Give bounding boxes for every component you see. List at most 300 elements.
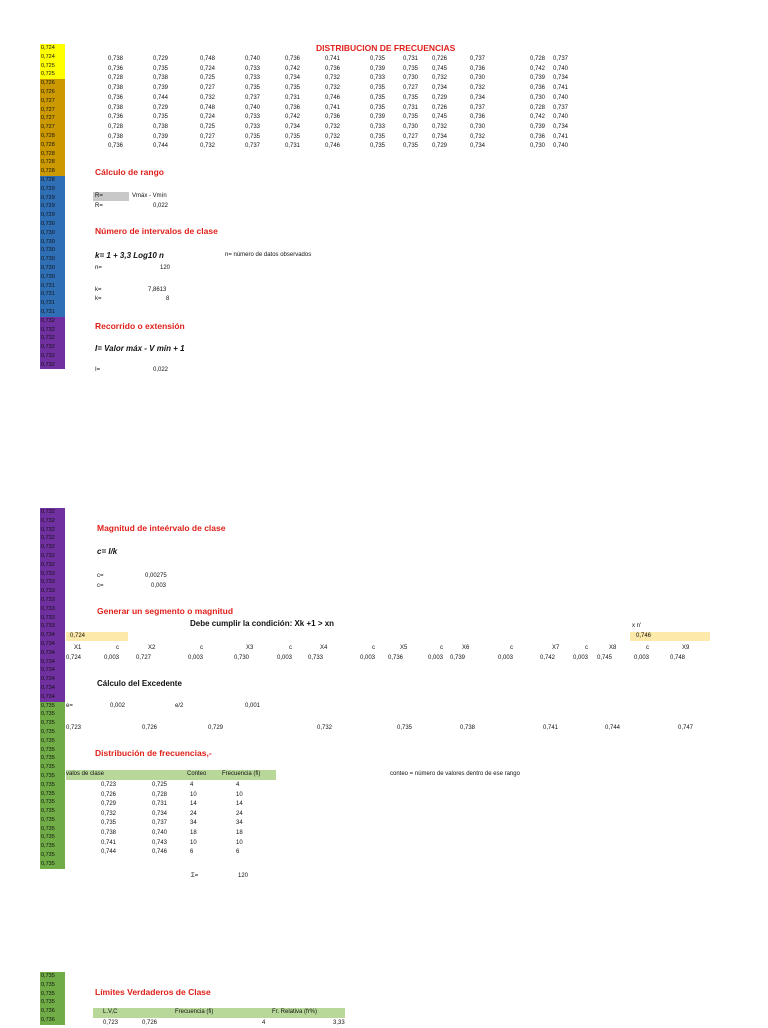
data-cell: 0,741 [553,133,569,140]
segment-value: 0,003 [634,655,650,661]
left-value-cell: 0,732 [40,343,65,352]
left-value-cell: 0,730 [40,238,65,247]
e-label: e= [66,703,73,709]
data-cell: 0,739 [530,75,546,82]
left-value-cell: 0,732 [40,561,65,570]
xn-label: x n' [632,623,642,629]
dist-cell: 0,744 [101,849,117,856]
data-cell: 0,739 [153,85,169,92]
data-cell: 0,732 [325,75,341,82]
segment-value: 0,748 [670,655,686,661]
data-cell: 0,737 [553,104,569,111]
data-cell: 0,733 [245,123,261,130]
data-cell: 0,736 [285,104,301,111]
left-value-cell: 0,734 [40,693,65,702]
data-cell: 0,742 [285,114,301,121]
data-cell: 0,742 [530,65,546,72]
left-value-cell: 0,735 [40,772,65,781]
data-cell: 0,748 [200,104,216,111]
left-value-cell: 0,734 [40,666,65,675]
segment-value: 0,736 [388,655,404,661]
data-cell: 0,744 [153,143,169,150]
left-value-cell: 0,726 [40,79,65,88]
left-value-cell: 0,732 [40,361,65,370]
c-label-2: c= [97,583,104,589]
rango-label-2: R= [95,203,103,209]
sum-value: 120 [238,873,249,879]
data-cell: 0,729 [432,143,448,150]
segment-header: c [646,645,649,651]
segment-value: 0,003 [188,655,204,661]
data-cell: 0,738 [108,56,124,62]
page-title: DISTRIBUCION DE FRECUENCIAS [316,43,456,53]
segment-value: 0,003 [360,655,376,661]
data-cell: 0,729 [432,94,448,101]
left-value-cell: 0,735 [40,790,65,799]
left-value-cell: 0,733 [40,622,65,631]
dist-cell: 0,723 [101,782,117,788]
data-cell: 0,734 [285,75,301,82]
dist-cell: 34 [236,820,243,827]
dist-cell: 0,741 [101,839,117,846]
data-cell: 0,736 [470,114,486,121]
dist-cell: 10 [236,839,243,846]
left-value-cell: 0,728 [40,176,65,185]
left-value-cell: 0,732 [40,352,65,361]
dist-cell: 0,746 [152,849,168,856]
data-cell: 0,735 [153,114,169,121]
data-cell: 0,740 [553,114,569,121]
data-cell: 0,734 [470,94,486,101]
data-cell: 0,734 [432,85,448,92]
left-value-cell: 0,730 [40,273,65,282]
limit-value: 0,732 [317,725,333,731]
data-cell: 0,733 [370,123,386,130]
left-value-cell: 0,732 [40,508,65,517]
data-cell: 0,732 [325,133,341,140]
data-cell: 0,739 [153,133,169,140]
left-value-cell: 0,727 [40,114,65,123]
dist-cell: 0,728 [152,791,168,798]
data-cell: 0,738 [108,85,124,92]
dist-header-1: valos de clase [66,771,105,777]
data-cell: 0,736 [530,85,546,92]
data-cell: 0,740 [553,65,569,72]
data-cell: 0,725 [200,75,216,82]
data-cell: 0,736 [108,94,124,101]
segment-value: 0,730 [234,655,250,661]
left-value-cell: 0,728 [40,167,65,176]
data-cell: 0,728 [108,75,124,82]
data-cell: 0,727 [403,133,419,140]
left-value-cell: 0,729 [40,211,65,220]
data-cell: 0,735 [245,133,261,140]
data-cell: 0,735 [370,56,386,62]
data-cell: 0,737 [470,56,486,62]
segment-value: 0,733 [308,655,324,661]
magnitud-heading: Magnitud de inteérvalo de clase [97,523,226,533]
data-cell: 0,730 [470,75,486,82]
n-label: n= [95,265,102,271]
segment-header: X3 [246,645,254,651]
data-cell: 0,748 [200,56,216,62]
limites-cell: 0,726 [142,1020,158,1026]
data-cell: 0,737 [553,56,569,62]
data-cell: 0,739 [530,123,546,130]
segment-header: c [289,645,292,651]
left-value-cell: 0,735 [40,998,65,1007]
dist-cell: 0,726 [101,791,117,798]
data-cell: 0,728 [108,123,124,130]
data-cell: 0,731 [285,94,301,101]
data-cell: 0,730 [403,123,419,130]
left-value-cell: 0,729 [40,194,65,203]
left-value-cell: 0,731 [40,282,65,291]
left-value-cell: 0,733 [40,614,65,623]
dist-cell: 0,729 [101,801,117,808]
left-value-cell: 0,728 [40,150,65,159]
data-cell: 0,729 [153,56,169,62]
data-cell: 0,737 [245,143,261,150]
data-cell: 0,733 [245,65,261,72]
data-cell: 0,733 [370,75,386,82]
data-cell: 0,732 [200,94,216,101]
e-value: 0,002 [110,703,126,709]
data-cell: 0,730 [530,143,546,150]
left-value-cell: 0,735 [40,728,65,737]
left-value-cell: 0,732 [40,526,65,535]
sum-label: Σ= [191,873,199,879]
e2-value: 0,001 [245,703,261,709]
data-cell: 0,732 [470,85,486,92]
dist-note: conteo = número de valores dentro de ese rango [390,771,520,777]
data-cell: 0,732 [325,85,341,92]
left-value-cell: 0,735 [40,798,65,807]
left-value-cell: 0,732 [40,517,65,526]
segment-header: X7 [552,645,560,651]
data-cell: 0,731 [403,56,419,62]
data-cell: 0,735 [370,94,386,101]
left-value-cell: 0,730 [40,246,65,255]
data-cell: 0,729 [153,104,169,111]
segment-value: 0,003 [498,655,514,661]
left-value-cell: 0,736 [40,1016,65,1025]
left-value-cell: 0,735 [40,981,65,990]
dist-cell: 14 [236,801,243,808]
left-value-cell: 0,729 [40,202,65,211]
segment-value: 0,003 [428,655,444,661]
data-cell: 0,735 [403,65,419,72]
segment-value: 0,003 [104,655,120,661]
data-cell: 0,735 [403,143,419,150]
lim-header-1: L.V,C [103,1009,118,1015]
left-value-cell: 0,735 [40,851,65,860]
k-label-2: k= [95,296,102,302]
left-value-cell: 0,728 [40,132,65,141]
left-value-cell: 0,736 [40,1007,65,1016]
left-value-cell: 0,732 [40,317,65,326]
left-value-cell: 0,732 [40,326,65,335]
segment-value: 0,739 [450,655,466,661]
data-cell: 0,736 [325,114,341,121]
data-cell: 0,740 [245,56,261,62]
limit-value: 0,738 [460,725,476,731]
intervalos-heading: Número de intervalos de clase [95,226,218,236]
dist-cell: 4 [236,782,240,788]
data-cell: 0,735 [245,85,261,92]
left-value-cell: 0,732 [40,543,65,552]
limites-cell: 3,33 [333,1020,345,1026]
data-cell: 0,739 [370,114,386,121]
left-value-cell: 0,735 [40,972,65,981]
segment-value: 0,003 [277,655,293,661]
left-value-cell: 0,730 [40,264,65,273]
data-cell: 0,726 [432,104,448,111]
data-cell: 0,738 [153,75,169,82]
data-cell: 0,727 [200,85,216,92]
data-cell: 0,731 [285,143,301,150]
data-cell: 0,734 [553,75,569,82]
i-label: I= [95,367,101,373]
left-value-column-2 [40,508,65,869]
data-cell: 0,732 [325,123,341,130]
data-cell: 0,738 [108,104,124,111]
left-value-cell: 0,732 [40,552,65,561]
data-cell: 0,737 [470,104,486,111]
left-value-cell: 0,734 [40,675,65,684]
dist-cell: 0,725 [152,782,168,788]
k-value-2: 8 [166,296,170,302]
data-cell: 0,740 [553,143,569,150]
data-cell: 0,736 [470,65,486,72]
left-value-cell: 0,734 [40,658,65,667]
recorrido-formula: I= Valor máx - V mín + 1 [95,344,185,353]
c-label-1: c= [97,573,104,579]
left-value-cell: 0,735 [40,825,65,834]
left-value-cell: 0,730 [40,255,65,264]
data-cell: 0,735 [153,65,169,72]
data-cell: 0,736 [108,114,124,121]
left-value-cell: 0,735 [40,781,65,790]
limites-heading: Límites Verdaderos de Clase [95,987,211,997]
left-value-cell: 0,735 [40,719,65,728]
n-value: 120 [160,265,171,271]
left-value-cell: 0,735 [40,833,65,842]
k-label-1: k= [95,287,102,293]
limit-value: 0,723 [66,725,82,731]
dist-cell: 34 [190,820,197,827]
left-value-cell: 0,735 [40,990,65,999]
segment-header: c [440,645,443,651]
lim-header-3: Fr. Relativa (fr%) [272,1009,318,1015]
limit-value: 0,735 [397,725,413,731]
data-cell: 0,736 [285,56,301,62]
data-cell: 0,728 [530,104,546,111]
lim-header-2: Frecuencia (fi) [175,1009,214,1015]
left-value-cell: 0,726 [40,88,65,97]
data-cell: 0,735 [370,143,386,150]
data-cell: 0,732 [432,75,448,82]
left-value-cell: 0,734 [40,649,65,658]
left-value-cell: 0,727 [40,97,65,106]
data-cell: 0,730 [470,123,486,130]
data-cell: 0,742 [530,114,546,121]
data-cell: 0,740 [245,104,261,111]
data-cell: 0,724 [200,114,216,121]
c-value-1: 0,00275 [145,573,167,579]
data-cell: 0,734 [285,123,301,130]
dist-cell: 4 [190,782,194,788]
dist-cell: 10 [236,791,243,798]
data-cell: 0,727 [200,133,216,140]
left-value-cell: 0,729 [40,185,65,194]
recorrido-heading: Recorrido o extensión [95,321,185,331]
e2-label: e/2 [175,703,184,709]
segment-header: X8 [609,645,617,651]
left-value-cell: 0,725 [40,70,65,79]
dist-cell: 18 [236,830,243,836]
segment-header: c [510,645,513,651]
dist-cell: 0,738 [101,830,117,836]
limit-value: 0,726 [142,725,158,731]
intervalos-formula: k= 1 + 3,3 Log10 n [95,251,164,260]
data-cell: 0,742 [285,65,301,72]
left-value-cell: 0,735 [40,737,65,746]
data-cell: 0,745 [432,114,448,121]
left-value-cell: 0,734 [40,684,65,693]
left-value-cell: 0,733 [40,605,65,614]
left-value-cell: 0,733 [40,578,65,587]
left-value-cell: 0,732 [40,334,65,343]
segment-start: 0,724 [66,632,128,641]
data-cell: 0,728 [530,56,546,62]
excedente-heading: Cálculo del Excedente [97,679,182,688]
data-cell: 0,733 [245,75,261,82]
limites-cell: 0,723 [103,1020,119,1026]
rango-formula: Vmáx - Vmín [132,193,167,199]
left-value-cell: 0,733 [40,570,65,579]
left-value-cell: 0,731 [40,290,65,299]
data-cell: 0,727 [403,85,419,92]
segment-header: X5 [400,645,408,651]
left-value-cell: 0,733 [40,587,65,596]
dist-cell: 0,735 [101,820,117,827]
left-value-cell: 0,735 [40,754,65,763]
data-cell: 0,735 [285,85,301,92]
segment-header: c [200,645,203,651]
segment-value: 0,745 [597,655,613,661]
left-value-cell: 0,728 [40,158,65,167]
data-cell: 0,725 [200,123,216,130]
rango-value: 0,022 [153,203,169,209]
data-cell: 0,734 [553,123,569,130]
segment-header: X2 [148,645,156,651]
data-cell: 0,738 [153,123,169,130]
data-cell: 0,730 [403,75,419,82]
data-cell: 0,730 [530,94,546,101]
data-cell: 0,726 [432,56,448,62]
dist-cell: 10 [190,839,197,846]
i-value: 0,022 [153,367,169,373]
data-cell: 0,735 [403,94,419,101]
limites-cell: 4 [262,1020,266,1026]
segment-value: 0,003 [573,655,589,661]
segmento-condition: Debe cumplir la condición: Xk +1 > xn [190,619,335,628]
dist-cell: 0,731 [152,801,168,808]
dist-cell: 18 [190,830,197,836]
segment-header: X1 [74,645,82,651]
segment-end: 0,746 [630,632,710,641]
left-value-cell: 0,735 [40,702,65,711]
data-cell: 0,736 [108,143,124,150]
left-value-cell: 0,728 [40,141,65,150]
dist-cell: 0,743 [152,839,168,846]
dist-cell: 14 [190,801,197,808]
segmento-heading: Generar un segmento o magnitud [97,606,234,616]
data-cell: 0,741 [553,85,569,92]
left-value-cell: 0,735 [40,746,65,755]
left-value-cell: 0,730 [40,220,65,229]
dist-cell: 24 [190,810,197,817]
segment-header: c [116,645,119,651]
left-value-cell: 0,735 [40,763,65,772]
dist-header-3: Frecuencia (fi) [222,771,261,777]
dist-cell: 6 [236,849,240,856]
data-cell: 0,733 [245,114,261,121]
data-cell: 0,732 [470,133,486,140]
data-cell: 0,735 [403,114,419,121]
data-cell: 0,735 [370,85,386,92]
left-value-cell: 0,734 [40,631,65,640]
data-cell: 0,736 [530,133,546,140]
data-cell: 0,738 [108,133,124,140]
data-cell: 0,724 [200,65,216,72]
left-value-cell: 0,735 [40,816,65,825]
data-cell: 0,736 [325,65,341,72]
dist-cell: 6 [190,849,194,856]
data-cell: 0,735 [370,133,386,140]
segment-header: X4 [320,645,328,651]
data-cell: 0,746 [325,143,341,150]
segment-value: 0,724 [66,655,82,661]
segment-header: c [585,645,588,651]
left-value-cell: 0,735 [40,710,65,719]
data-cell: 0,731 [403,104,419,111]
data-cell: 0,732 [432,123,448,130]
left-value-cell: 0,727 [40,106,65,115]
distribucion-heading: Distribución de frecuencias,- [95,748,212,758]
left-value-cell: 0,735 [40,807,65,816]
dist-cell: 10 [190,791,197,798]
dist-header-2: Conteo [187,771,207,777]
data-cell: 0,746 [325,94,341,101]
segment-value: 0,727 [136,655,152,661]
rango-heading: Cálculo de rango [95,167,164,177]
left-value-cell: 0,724 [40,44,65,53]
left-value-column-1 [40,44,65,369]
left-value-cell: 0,727 [40,123,65,132]
data-cell: 0,739 [370,65,386,72]
limit-value: 0,741 [543,725,559,731]
magnitud-formula: c= I/k [97,547,118,556]
dist-cell: 0,740 [152,830,168,836]
left-value-column-3 [40,972,65,1025]
segment-header: c [372,645,375,651]
left-value-cell: 0,730 [40,229,65,238]
left-value-cell: 0,732 [40,534,65,543]
dist-cell: 0,737 [152,820,168,827]
left-value-cell: 0,725 [40,62,65,71]
